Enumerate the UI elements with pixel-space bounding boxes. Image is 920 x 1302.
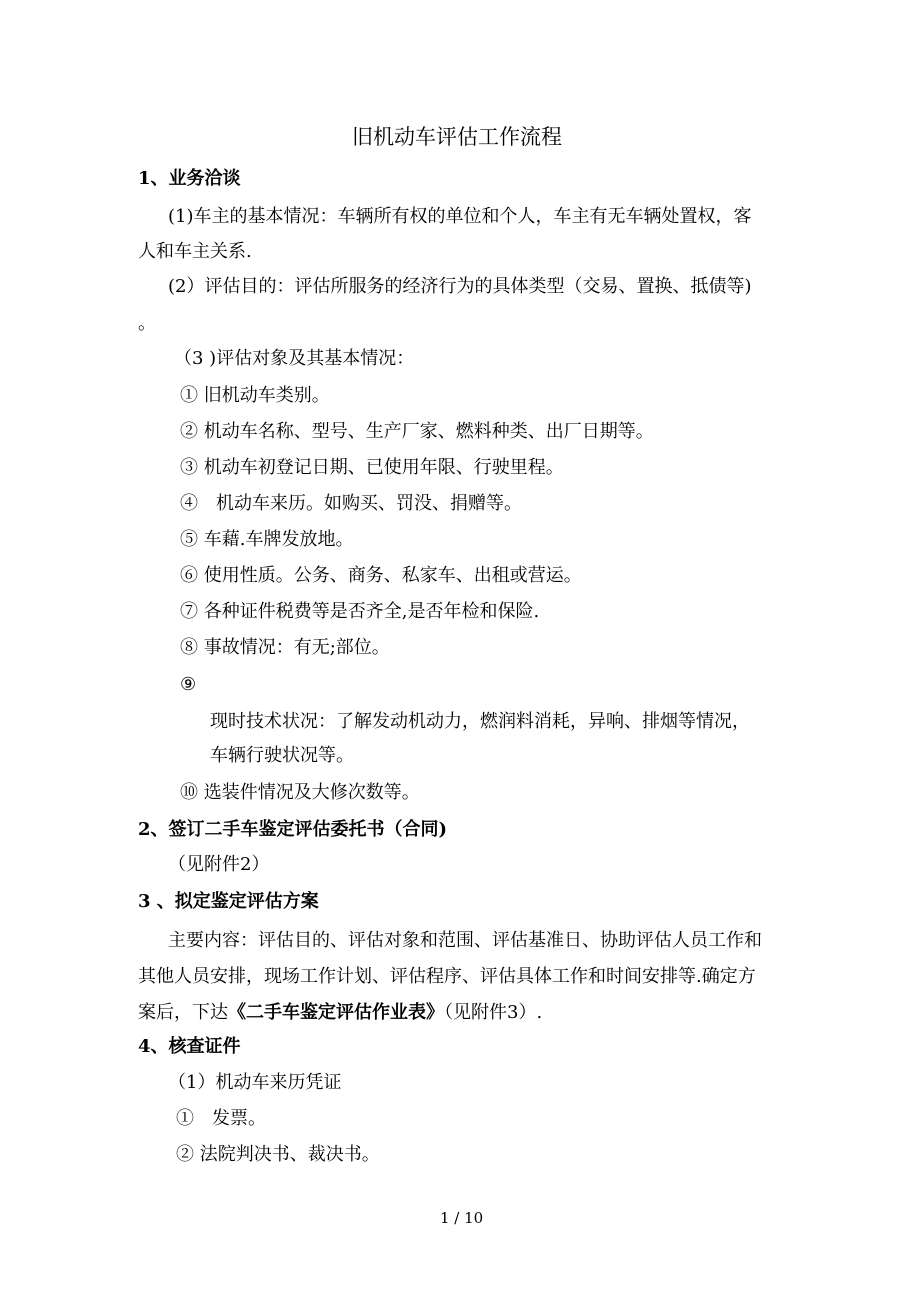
paragraph: 其他人员安排，现场工作计划、评估程序、评估具体工作和时间安排等.确定方 [138, 966, 756, 987]
list-item: ⑥ 使用性质。公务、商务、私家车、出租或营运。 [180, 565, 582, 586]
paragraph: （3 )评估对象及其基本情况： [174, 348, 415, 369]
section-heading-1: 1、业务洽谈 [138, 168, 241, 189]
list-item: ④ 机动车来历。如购买、罚没、捐赠等。 [180, 493, 522, 514]
paragraph: (2）评估目的：评估所服务的经济行为的具体类型（交易、置换、抵债等) [168, 276, 752, 297]
paragraph: (1)车主的基本情况：车辆所有权的单位和个人，车主有无车辆处置权，客 [168, 206, 752, 227]
list-item: ⑩ 选装件情况及大修次数等。 [180, 782, 420, 803]
document-reference: 《二手车鉴定评估作业表》 [228, 1002, 444, 1023]
paragraph: （1）机动车来历凭证 [168, 1072, 342, 1093]
list-item: ⑤ 车藉.车牌发放地。 [180, 529, 354, 550]
section-heading-2: 2、签订二手车鉴定评估委托书（合同) [138, 819, 448, 840]
paragraph: 人和车主关系. [138, 241, 252, 262]
page-number: 1 / 10 [440, 1209, 484, 1227]
list-item: ① 发票。 [176, 1108, 266, 1129]
list-item-continuation: 现时技术状况：了解发动机动力，燃润料消耗，异响、排烟等情况， [210, 711, 750, 732]
list-item: ② 机动车名称、型号、生产厂家、燃料种类、出厂日期等。 [180, 421, 654, 442]
list-item: ⑧ 事故情况：有无;部位。 [180, 637, 390, 658]
list-item-continuation: 车辆行驶状况等。 [210, 745, 354, 766]
paragraph [138, 1001, 542, 1025]
list-item: ⑦ 各种证件税费等是否齐全,是否年检和保险. [180, 601, 540, 622]
document-title: 旧机动车评估工作流程 [352, 125, 562, 149]
list-item: ⑨ [180, 674, 197, 695]
list-item: ① 旧机动车类别。 [180, 385, 330, 406]
list-item: ② 法院判决书、裁决书。 [176, 1144, 380, 1165]
paragraph: 。 [138, 313, 156, 334]
text-run: 案后，下达 [138, 1002, 228, 1023]
paragraph: （见附件2） [168, 854, 270, 875]
list-item: ③ 机动车初登记日期、已使用年限、行驶里程。 [180, 457, 564, 478]
text-run: （见附件3）. [444, 1002, 543, 1023]
paragraph: 主要内容：评估目的、评估对象和范围、评估基准日、协助评估人员工作和 [168, 930, 762, 951]
section-heading-4: 4、核查证件 [138, 1036, 241, 1057]
section-heading-3: 3 、拟定鉴定评估方案 [138, 891, 319, 912]
